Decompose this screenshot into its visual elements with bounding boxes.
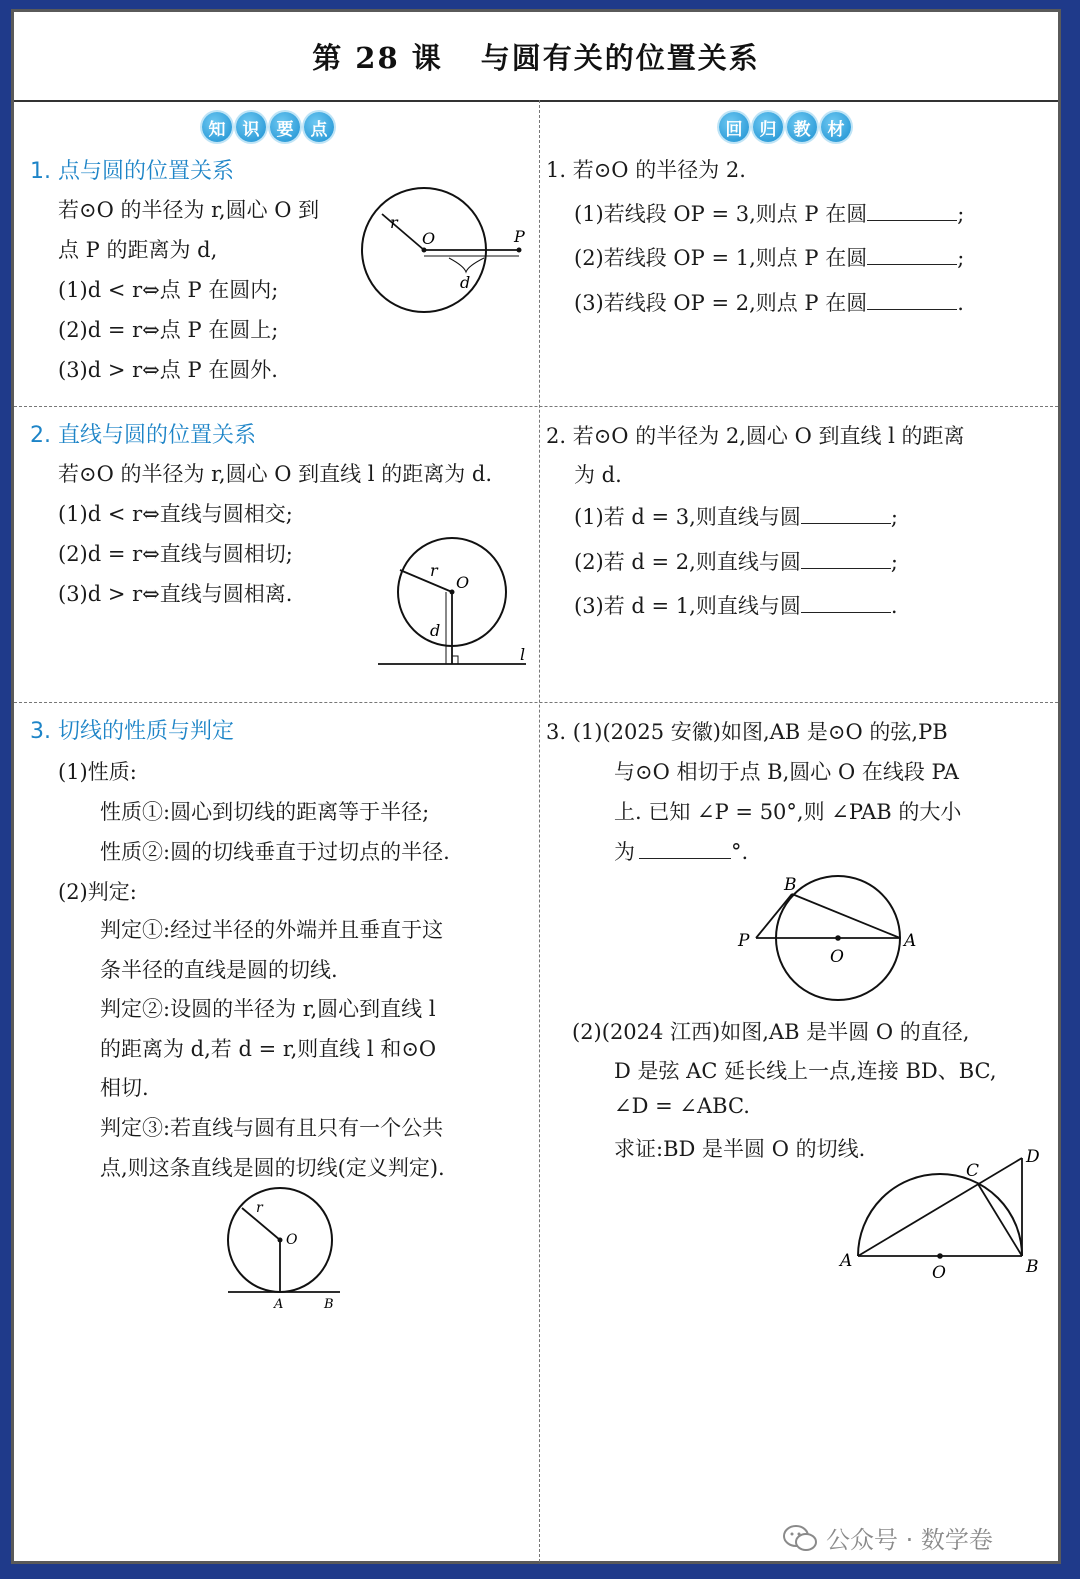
section-2-line: (2)d = r⇔直线与圆相切;: [58, 542, 293, 566]
section-3-line: 判定①:经过半径的外端并且垂直于这: [100, 918, 444, 942]
section-3-line: (2)判定:: [58, 880, 137, 904]
q1-item-1-end: ;: [957, 202, 965, 226]
fig2-label-r: r: [430, 561, 438, 580]
section-1-line: (2)d = r⇔点 P 在圆上;: [58, 318, 279, 342]
q3-part2-line: D 是弦 AC 延长线上一点,连接 BD、BC,: [614, 1059, 997, 1083]
q2-item-2-end: ;: [890, 550, 898, 574]
q2-item-3: [574, 590, 898, 620]
section-1-title: 1. 点与圆的位置关系: [30, 159, 234, 184]
q3-part2-line: (2)(2024 江西)如图,AB 是半圆 O 的直径,: [572, 1020, 970, 1044]
q2-item-1: [574, 501, 898, 531]
section-1-line: (3)d > r⇔点 P 在圆外.: [58, 358, 278, 382]
q3-part1-last-text: 为: [614, 840, 635, 864]
q3-part1-line: 3. (1)(2025 安徽)如图,AB 是⊙O 的弦,PB: [546, 720, 948, 744]
fig5-label-b: B: [1026, 1257, 1039, 1277]
section-3-line: 相切.: [100, 1076, 149, 1100]
badge-char: 点: [304, 112, 334, 142]
q1-item-3-end: .: [957, 291, 964, 315]
section-2-line: (1)d < r⇔直线与圆相交;: [58, 502, 293, 526]
section-3-line: (1)性质:: [58, 760, 137, 784]
section-3-line: 性质①:圆心到切线的距离等于半径;: [100, 800, 430, 824]
q3-part1-end: °.: [731, 840, 749, 864]
answer-blank[interactable]: [867, 291, 957, 310]
answer-blank[interactable]: [801, 594, 891, 613]
fig4-label-o: O: [830, 947, 844, 967]
q1-item-3: [574, 287, 964, 317]
q1-item-2: [574, 242, 964, 272]
fig1-label-r: r: [390, 213, 398, 232]
section-1-line: 点 P 的距离为 d,: [58, 238, 218, 262]
row-divider-1: [14, 406, 1058, 407]
answer-blank[interactable]: [639, 840, 731, 859]
badge-char: 知: [202, 112, 232, 142]
q2-item-2-text: (2)若 d = 2,则直线与圆: [574, 550, 801, 574]
fig3-label-b: B: [324, 1297, 334, 1312]
q3-part1-line: 上. 已知 ∠P = 50°,则 ∠PAB 的大小: [614, 800, 962, 824]
badge-knowledge-points: [202, 112, 334, 142]
section-3-line: 点,则这条直线是圆的切线(定义判定).: [100, 1156, 445, 1180]
q2-item-3-end: .: [890, 594, 898, 618]
wechat-icon: [782, 1523, 818, 1553]
section-1-line: (1)d < r⇔点 P 在圆内;: [58, 278, 279, 302]
fig5-label-a: A: [840, 1251, 853, 1271]
section-3-line: 性质②:圆的切线垂直于过切点的半径.: [100, 840, 450, 864]
answer-blank[interactable]: [801, 550, 891, 569]
line-circle-figure: [374, 532, 534, 677]
tangent-figure: [214, 1182, 364, 1312]
q1-item-1-text: (1)若线段 OP = 3,则点 P 在圆: [574, 202, 868, 226]
fig5-label-c: C: [966, 1161, 980, 1181]
q1-item-2-text: (2)若线段 OP = 1,则点 P 在圆: [574, 246, 868, 270]
fig5-label-d: D: [1026, 1147, 1040, 1167]
q2-stem-line: 2. 若⊙O 的半径为 2,圆心 O 到直线 l 的距离: [546, 424, 965, 448]
q2-item-1-end: ;: [890, 505, 898, 529]
fig4-label-b: B: [784, 875, 797, 895]
fig1-label-p: P: [514, 227, 525, 246]
page-title: [14, 12, 1058, 102]
semicircle-figure: [836, 1148, 1046, 1288]
section-3-line: 条半径的直线是圆的切线.: [100, 958, 338, 982]
badge-char: 识: [236, 112, 266, 142]
badge-char: 回: [719, 112, 749, 142]
section-1-line: 若⊙O 的半径为 r,圆心 O 到: [58, 198, 320, 222]
badge-back-to-textbook: [719, 112, 851, 142]
answer-blank[interactable]: [801, 505, 891, 524]
q3-part2-line: ∠D = ∠ABC.: [614, 1094, 750, 1118]
fig4-label-a: A: [904, 931, 917, 951]
fig2-label-o: O: [456, 573, 470, 592]
q2-item-2: [574, 546, 898, 576]
fig5-label-o: O: [932, 1263, 946, 1283]
answer-blank[interactable]: [867, 246, 957, 265]
q2-item-1-text: (1)若 d = 3,则直线与圆: [574, 505, 801, 529]
fig3-label-r: r: [256, 1200, 263, 1216]
badge-char: 教: [787, 112, 817, 142]
section-2-line: (3)d > r⇔直线与圆相离.: [58, 582, 293, 606]
section-3-line: 判定③:若直线与圆有且只有一个公共: [100, 1116, 444, 1140]
badge-char: 归: [753, 112, 783, 142]
q3-part1-last: [614, 836, 748, 866]
badge-char: 要: [270, 112, 300, 142]
fig3-label-a: A: [274, 1297, 284, 1312]
answer-blank[interactable]: [867, 202, 957, 221]
fig3-label-o: O: [286, 1232, 298, 1248]
lesson-topic: 与圆有关的位置关系: [480, 40, 760, 75]
q1-item-2-end: ;: [957, 246, 965, 270]
worksheet-page: [11, 9, 1061, 1564]
q1-stem: 1. 若⊙O 的半径为 2.: [546, 158, 746, 182]
column-divider: [539, 100, 540, 1562]
row-divider-2: [14, 702, 1058, 703]
section-2-title: 2. 直线与圆的位置关系: [30, 423, 256, 448]
q3-part2-line: 求证:BD 是半圆 O 的切线.: [614, 1137, 866, 1161]
fig1-label-o: O: [422, 229, 436, 248]
q2-stem-line: 为 d.: [574, 463, 622, 487]
badge-char: 材: [821, 112, 851, 142]
fig4-label-p: P: [738, 931, 750, 951]
q2-item-3-text: (3)若 d = 1,则直线与圆: [574, 594, 801, 618]
q1-item-3-text: (3)若线段 OP = 2,则点 P 在圆: [574, 291, 868, 315]
fig1-label-d: d: [460, 273, 471, 292]
watermark-text: 公众号 · 数学卷: [826, 1526, 993, 1554]
lesson-number: 第 28 课: [312, 40, 443, 75]
fig2-label-l: l: [520, 645, 526, 664]
section-2-line: 若⊙O 的半径为 r,圆心 O 到直线 l 的距离为 d.: [58, 462, 492, 486]
q1-item-1: [574, 198, 964, 228]
section-3-line: 的距离为 d,若 d = r,则直线 l 和⊙O: [100, 1037, 437, 1061]
chord-tangent-figure: [734, 874, 924, 1004]
wechat-watermark: [782, 1520, 993, 1555]
q3-part1-line: 与⊙O 相切于点 B,圆心 O 在线段 PA: [614, 760, 959, 784]
point-circle-figure: [354, 182, 534, 317]
fig2-label-d: d: [430, 621, 441, 640]
section-3-title: 3. 切线的性质与判定: [30, 719, 234, 744]
section-3-line: 判定②:设圆的半径为 r,圆心到直线 l: [100, 997, 436, 1021]
